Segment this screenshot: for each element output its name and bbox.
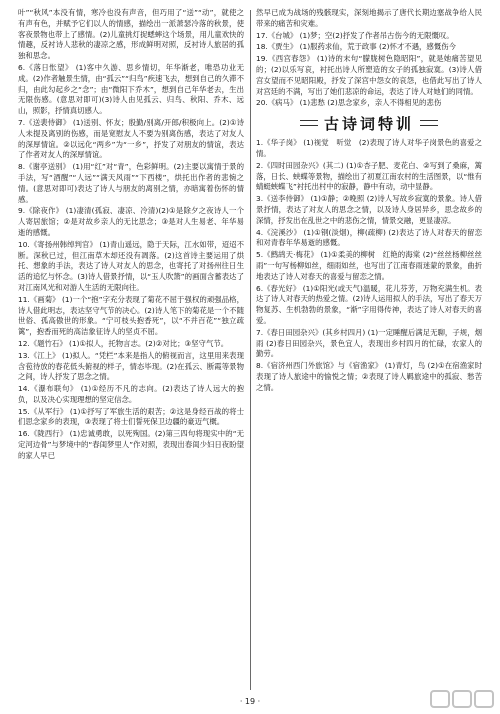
- answer-paragraph: 14.《瀑布联句》 (1)①经历不凡的志向。(2)表达了诗人远大的抱负，以及决心实现理想的坚定信念。: [18, 384, 244, 404]
- answer-paragraph: 3.《送李侍御》 (1)①静；②晚照 (2)诗人写故乡寂寞的景象。诗人借景抒情，表达了对友人的思念之情，以及诗人身居异乡，思念故乡的深情，抒发出在乱世之中的悲伤之情，情景交融，更显凄凉。: [256, 194, 482, 225]
- answer-paragraph: 4.《浣溪沙》 (1)①钢(淡烟)，柳(疏柳) (2)表达了诗人对春天的留恋和对青春年华易逝的感慨。: [256, 227, 482, 248]
- answer-paragraph: 10.《寄扬州韩绰判官》 (1)青山遥远，隐于天际，江水如带，迢迢不断。深秋已过，但江南草木却还没有凋落。(2)这首诗主要运用了烘托、想象的手法，表达了诗人对友人的思念，也寄托了对扬州往日生活的追忆与怀念。(3)诗人借景抒情，以“玉人吹箫”的画面含蓄表达了对江南风光和对游人生活的无限向往。: [18, 239, 244, 292]
- answer-paragraph: 7.《送裴侍御》 (1)送别、怀友；殷勤/别离/开郎/积极向上。(2)①诗人未提及离别的伤感，而是宽慰友人不要为别离伤感，表达了对友人的深厚情谊。②以远化“两乡”为“一乡”，抒发了对朋友的情谊，表达了作者对友人的深厚情谊。: [18, 117, 244, 160]
- answer-paragraph: 叶”“秋风”本没有情，寒冷也没有声音，但巧用了“送”“动”，就使之有声有色，并赋予它们以人的情感，描绘出一派萧瑟冷落的秋景，使客夜景物也带上了感情。(2)儿童挑灯捉蟋蟀这个场景，用儿童欢快的情趣，反衬诗人悲秋的凄凉之感，形成鲜明对照，反衬诗人旅居的孤独和思念。: [18, 8, 244, 61]
- heading-ornament: [420, 120, 438, 126]
- answer-paragraph: 1.《华子岗》 (1)视觉 听觉 (2)表现了诗人对华子岗景色的喜爱之情。: [256, 138, 482, 158]
- answer-paragraph: 19.《西宫春怨》 (1)诗的末句“朦胧树色隐昭阳”，就是她痛苦望见的；(2)以乐写哀，衬托出诗人所塑造的女子的孤独寂寞。(3)诗人借宫女望而不见昭阳殿，抒发了深宫中怨女的哀怨，也借此写出了诗人对宫廷的不满，写出了她们悲凉的命运，表达了诗人对她们的同情。: [256, 54, 482, 96]
- page-number: · 19 ·: [239, 697, 261, 706]
- answer-paragraph: 20.《病马》 (1)悲愁 (2)思念家乡，亲人不得相见的悲伤: [256, 98, 442, 108]
- answer-paragraph: 16.《陇西行》 (1)忠诚勇敢，以死殉国。(2)第三四句将现实中的“无定河边骨”与梦境中的“春闺梦里人”作对照，表现出春闺少妇日夜盼望的家人早已: [18, 429, 244, 460]
- answer-paragraph: 7.《春日田园杂兴》(其乡村四月) (1)一定睡醒后满足无聊，子规，烟雨 (2)春日田园杂兴，景色宜人，表现出乡村四月的忙碌，农家人的勤劳。: [256, 327, 482, 359]
- answer-paragraph: 6.《春光好》 (1)①阳光(或天气)温暖，花儿芬芳，万物充满生机。表达了诗人对春天的热爱之情。(2)诗人运用拟人的手法，写出了春天万物复苏、生机勃勃的景象，“渐”字用得传神，表达了诗人对春天的喜爱。: [256, 283, 482, 325]
- answer-paragraph: 8.《谢亭送别》 (1)用“红”对“青”，色彩鲜明。(2)主要以寓情于景的手法，写“酒醒”“人远”“满天风雨”“下西楼”，烘托出作者的悲惋之情。(意思对即可)表达了诗人与朋友的离别之情，亦暗寓着伤怀的情感。: [18, 162, 244, 204]
- answer-page: [18, 8, 484, 698]
- answer-paragraph: 17.《台城》 (1)梦；空(2)抒发了作者吊古伤今的无限慨叹。: [256, 30, 454, 40]
- answer-paragraph: 然早已成为战场的残骸现实，深刻地揭示了唐代长期边塞战争给人民带来的痛苦和灾难。: [256, 8, 482, 28]
- answer-paragraph: 11.《画菊》 (1)一个“抱”字充分表现了菊花不屈于强权的顽强品格，诗人借此明志，表达坚守气节的决心。(2)诗人笔下的菊花是一个不随世俗、孤高傲世的形象。“宁可枝头抱香死”，以“不并百花”“独立疏篱”，抱香而死的高洁象征诗人的坚贞不屈。: [18, 294, 244, 337]
- column-divider: [250, 10, 251, 690]
- answer-paragraph: 12.《题竹石》 (1)①拟人，托物言志。(2)②对比；③坚守气节。: [18, 338, 229, 348]
- section-heading: [256, 113, 482, 133]
- right-column: [256, 8, 482, 692]
- answer-paragraph: 13.《江上》 (1)拟人。“凭栏”本来是指人的俯视而言，这里用来表现含苞待放的春花低头俯视的样子，情态毕现。(2)在孤云、断霞等景物之间，诗人抒发了思念之情。: [18, 350, 244, 382]
- left-column: [18, 8, 244, 692]
- answer-paragraph: 2.《四时田园杂兴》(其二) (1)①杏子肥、麦花白、②写到了桑麻，篱落，日长、蛱蝶等景物，描绘出了初夏江南农村的生活图景，以“惟有蜻蜓蛱蝶飞”衬托出村中的寂静，静中有动，动中显静。: [256, 160, 482, 192]
- answer-paragraph: 6.《落日怅望》 (1)客中久游、思乡情切，年华渐老，唯恐功业无成。(2)作者触景生情，由“孤云”“归鸟”疾速飞去，想到自己的久滞不归，由此勾起乡之“念”；由“微阳下乔木”，想到自己年华老去，生出无限伤感。(意思对即可)(3)诗人由见孤云、归鸟、秋阳、乔木、远山，照影，抒情真切感人。: [18, 62, 244, 116]
- answer-paragraph: 18.《贾生》 (1)服药求仙，荒于政事 (2)怀才不遇，感慨伤今: [256, 42, 456, 52]
- answer-paragraph: 15.《从军行》 (1)①抒写了军旅生活的艰苦；②这是身经百战的将士们思念家乡的表现，③表现了将士们誓死保卫边疆的豪迈气概。: [18, 406, 244, 427]
- answer-paragraph: 8.《宿济州西门外旅馆》与《宿渔家》 (1)青灯，鸟 (2)①在宿渔家时表现了诗人旅途中的愉悦之情；②表现了诗人羁旅途中的孤寂、愁苦之情。: [256, 361, 482, 392]
- answer-paragraph: 9.《除夜作》 (1)凄清(孤寂、凄凉、冷清)(2)①是除夕之夜诗人一个人寄居旅馆；②是对故乡亲人的无比思念；③是对人生易老、年华易逝的感慨。: [18, 206, 244, 237]
- answer-paragraph: 5.《鹧鸪天·梅花》 (1)①柔美的柳树 红艳的海棠 (2)“丝丝杨柳丝丝雨”一句写杨柳如丝，细雨如丝，也写出了江南春雨迷蒙的景象，曲折地表达了诗人对春天的喜爱与留恋之情。: [256, 250, 482, 281]
- section-heading-text: 古诗词特训: [323, 114, 414, 133]
- watermark-logo-icon: [430, 688, 494, 710]
- heading-ornament: [300, 120, 318, 126]
